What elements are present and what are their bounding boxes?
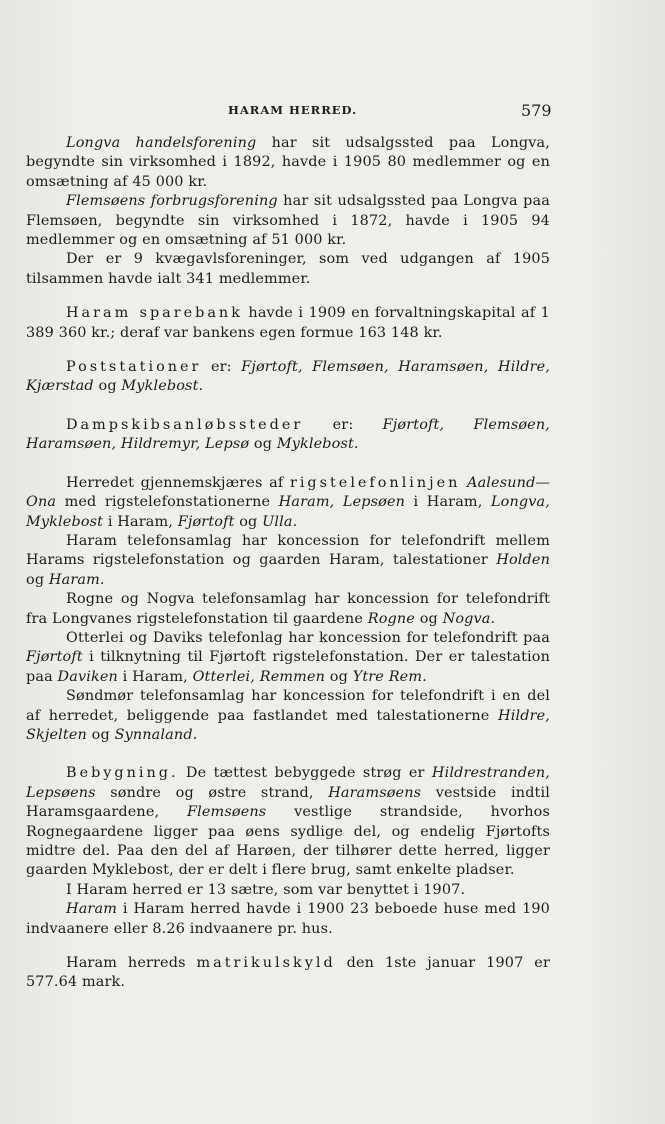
text-span: og [414,610,443,627]
text-span: De tættest bebyggede strøg er [178,765,432,782]
emphasis: Flemsøens forbrugsforening [66,193,278,210]
text-span: er: [303,416,383,433]
place-names: Otterlei, Remmen [192,668,326,685]
paragraph-kvaegavlsforeninger: Der er 9 kvægavlsforeninger, som ved udgangen af 1905 tilsammen havde ialt 341 medlemmer. [26,251,550,287]
text-span: Haram telefonsamlag har koncession for telefondrift mellem Harams rigstelefonstation og gaarden Haram, talestationer [26,532,550,569]
text-span: og [249,436,277,453]
text-span: med rigstelefonstationerne [56,494,279,511]
text-span: Otterlei og Daviks telefonlag har koncession for telefondrift paa [66,629,550,646]
place-names: Synnaland. [114,726,198,743]
text-span: Søndmør telefonsamlag har koncession for telefondrift i en del af herredet, beliggende paa fastlandet med talestationerne [26,688,550,724]
place-names: Fjørtoft [177,513,235,530]
paragraph-matrikulskyld [26,954,550,993]
place-names: Fjørtoft, Flemsøen, Haramsøen, Hildre, Kjærstad [26,359,550,395]
place-names: Nogva. [442,610,496,627]
text-span: og [86,726,115,743]
page-number: 579 [521,101,552,120]
text-span: i Haram, [103,513,178,530]
text-span: vestside indtil Haramsgaardene, [26,784,550,821]
place-names: Ytre Rem. [352,668,427,685]
spaced-term: matrikulskyld [196,955,336,972]
paragraph-haram-hus [26,900,550,939]
place-names: Holden [496,552,550,569]
place-names: Haram, Lepsøen [278,494,406,511]
paragraph-poststationer [26,358,550,397]
text-span: den 1ste januar 1907 er 577.64 mark. [26,955,550,991]
text-span: har sit udsalgssted paa Longva paa Flemsøen, begyndte sin virksomhed i 1872, havde i 1905 94 medlemmer og en omsætning af 51 000 kr. [26,193,550,249]
place-names: Hildrestranden, Lepsøens [26,765,550,801]
body-text [26,134,550,993]
paragraph-sparebank [26,304,550,343]
text-span: i Haram, [405,494,491,511]
paragraph-flemsoens-forbrugsforening [26,192,550,250]
place-names: Haram. [48,571,105,588]
text-span: i Haram herred havde i 1900 23 beboede huse med 190 indvaanere eller 8.26 indvaanere pr. hus. [26,901,550,937]
text-span: og [325,668,353,685]
place-names: Flemsøens [187,804,267,821]
place-names: Myklebost. [276,436,359,453]
paragraph-sondmor-telefonsamlag [26,687,550,745]
spaced-term: rigstelefonlinjen [289,474,461,491]
spaced-term: Poststationer [66,359,202,376]
text-span: Rogne og Nogva telefonsamlag har koncession for telefondrift fra Longvanes rigstelefonstation til gaardene [26,591,550,627]
spaced-term: Bebygning. [66,765,179,782]
place-names: Fjørtoft [26,649,83,666]
text-span: i tilknytning til Fjørtoft rigstelefonstation. Der er talestation paa [26,649,550,685]
text-span: i Haram, [117,668,193,685]
text-span: Haram herreds [66,955,197,972]
paragraph-haram-telefonsamlag [26,532,550,590]
paragraph-dampskibsanlobssteder [26,416,550,455]
place-names: Aalesund—Ona [26,474,550,511]
place-names: Ulla. [262,513,298,530]
text-span: Herredet gjennemskjæres af [66,474,290,491]
text-span: vestlige strandside, hvorhos Rognegaardene ligger paa øens sydlige del, og endelig Fjørtofts midtre del. Paa den del af Harøen, der tilhører dette herred, ligger gaarden Myklebost, der er delt i flere brug, samt enkelte pladser. [26,804,550,879]
place-names: Hildre, Skjelten [26,707,550,743]
running-title: HARAM HERRED. [228,103,358,117]
paragraph-otterlei-daviks [26,629,550,687]
text-span: har sit udsalgssted paa Longva, begyndte sin virksomhed i 1892, havde i 1905 80 medlemmer og en omsætning af 45 000 kr. [26,135,550,190]
paragraph-rogne-nogva [26,590,550,629]
place-names: Haramsøens [328,784,422,801]
paragraph-longva-handelsforening [26,134,550,192]
place-names: Rogne [367,610,415,627]
place-names: Fjørtoft, Flemsøen, Haramsøen, Hildremyr, Lepsø [26,416,550,453]
place-names: Longva, Myklebost [26,494,550,530]
text-span: og [234,513,263,530]
text-span: havde i 1909 en forvaltningskapital af 1 389 360 kr.; deraf var bankens egen formue 163 148 kr. [26,305,550,341]
text-span: og [26,571,49,588]
place-names: Myklebost. [121,378,204,395]
paragraph-rigstelefonlinjen [26,474,550,532]
spaced-term: Haram sparebank [66,305,243,322]
text-span: søndre og østre strand, [95,784,329,801]
paragraph-bebygning [26,764,550,880]
place-names: Haram [66,901,117,918]
emphasis: Longva handelsforening [66,135,257,151]
place-names: Daviken [57,668,118,685]
spaced-term: Dampskibsanløbssteder [66,416,304,433]
text-span: og [93,378,122,395]
text-span: er: [201,359,242,376]
paragraph-saetre: I Haram herred er 13 sætre, som var benyttet i 1907. [66,881,466,898]
page-header [0,103,665,123]
